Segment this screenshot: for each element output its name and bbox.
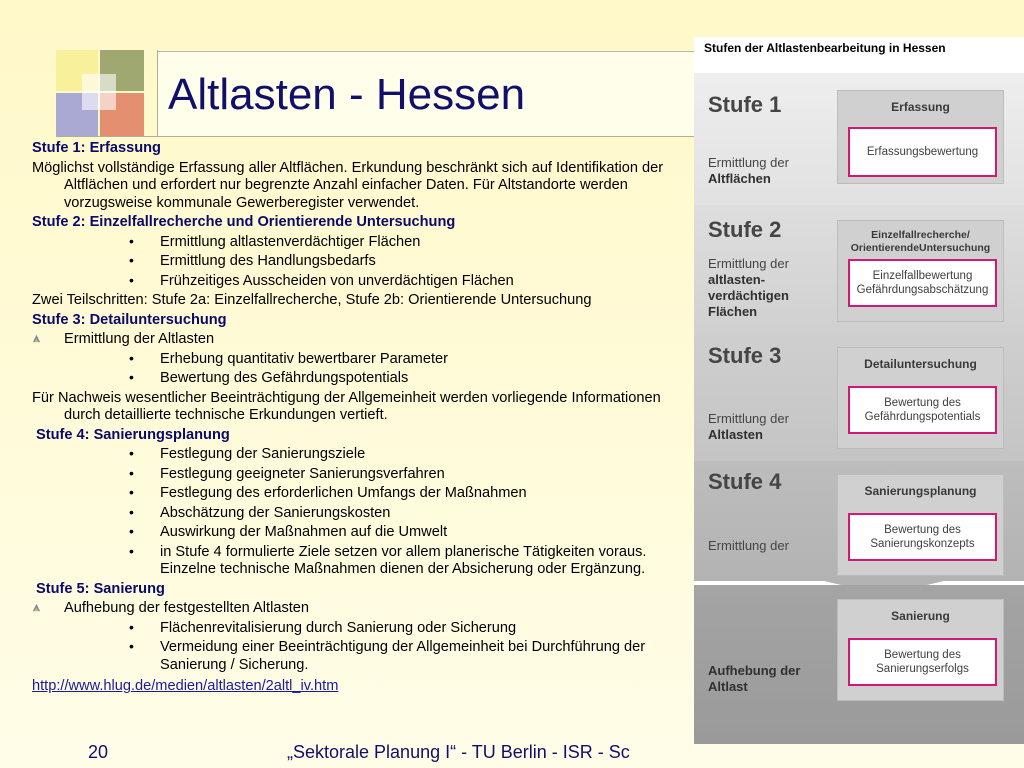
list-item: • Bewertung des Gefährdungspotentials [129, 369, 409, 386]
arrow-bullet-icon [32, 603, 41, 612]
stage-card-title: Sanierung [891, 609, 950, 623]
bullet-icon: • [129, 484, 134, 500]
title-divider-vertical [157, 50, 158, 136]
list-item: Ermittlung der Altlasten [32, 331, 697, 349]
stage-card [837, 90, 1004, 184]
arrow-bullet-icon [32, 334, 41, 343]
slide-body [32, 138, 697, 696]
title-divider-horizontal [56, 136, 696, 137]
bullet-icon: • [129, 523, 134, 539]
list-item: • Vermeidung einer Beeinträchtigung der Allgemeinheit bei Durchführung der Sanierung / Sicherung. [129, 638, 646, 673]
source-link[interactable]: http://www.hlug.de/medien/altlasten/2altl_iv.htm [32, 678, 339, 694]
bullet-icon: • [129, 232, 134, 249]
list-item: • Flächenrevitalisierung durch Sanierung oder Sicherung [129, 618, 517, 636]
list-item: • Festlegung des erforderlichen Umfangs der Maßnahmen [129, 484, 527, 501]
slide-footer: „Sektorale Planung I“ - TU Berlin - ISR - Sc [287, 742, 630, 762]
list-item: • Abschätzung der Sanierungskosten [129, 503, 391, 521]
list-item: • in Stufe 4 formulierte Ziele setzen vor allem planerische Tätigkeiten voraus. Einzelne technische Maßnahmen dienen der Absicherung oder Ergänzung. [129, 542, 647, 577]
slide-number: 20 [88, 742, 109, 762]
list-item: • Festlegung der Sanierungsziele [129, 445, 366, 462]
list-item: • Frühzeitiges Ausscheiden von unverdächtigen Flächen [129, 271, 514, 289]
bullet-icon: • [129, 638, 134, 654]
stufe3-text: Für Nachweis wesentlicher Beeinträchtigung der Allgemeinheit werden vorliegende Informationen durch detaillierte technische Erkundungen vertieft. [32, 389, 661, 423]
stufe5-heading: Stufe 5: Sanierung [36, 580, 165, 597]
stufe2-text: Zwei Teilschritten: Stufe 2a: Einzelfallrecherche, Stufe 2b: Orientierende Untersuchung [32, 292, 592, 308]
bullet-icon: • [129, 503, 134, 520]
stages-diagram [694, 37, 1024, 744]
bullet-icon: • [129, 369, 134, 385]
stage-description: Aufhebung der Altlast [708, 663, 801, 694]
stage-card [837, 347, 1004, 449]
list-item: • Auswirkung der Maßnahmen auf die Umwelt [129, 523, 448, 540]
list-item: • Erhebung quantitativ bewertbarer Parameter [129, 349, 448, 367]
stage-label: Stufe 1 [708, 92, 782, 117]
bullet-icon: • [129, 618, 134, 635]
stage-label: Stufe 3 [708, 343, 782, 368]
list-item: • Festlegung geeigneter Sanierungsverfahren [129, 464, 445, 482]
bullet-icon: • [129, 349, 134, 366]
stage-card-title: Einzelfallrecherche/ OrientierendeUntersuchung [850, 229, 991, 254]
bullet-icon: • [129, 271, 134, 288]
stufe2-heading: Stufe 2: Einzelfallrecherche und Orientierende Untersuchung [32, 214, 456, 230]
stage-description: Ermittlung der [708, 538, 789, 553]
stage-card-box: Einzelfallbewertung Gefährdungsabschätzung [848, 259, 997, 307]
stage-card-title: Detailuntersuchung [864, 357, 977, 371]
stage-label: Stufe 4 [708, 469, 782, 494]
stage-card-title: Erfassung [891, 100, 950, 114]
bullet-icon: • [129, 464, 134, 481]
slide-logo-squares [56, 50, 144, 136]
stage-card-box: Erfassungsbewertung [848, 127, 997, 177]
page-title: Altlasten - Hessen [168, 70, 526, 119]
bullet-icon: • [129, 445, 134, 461]
list-item: • Ermittlung des Handlungsbedarfs [129, 252, 376, 269]
stage-card [837, 220, 1004, 322]
stufe1-text: Möglichst vollständige Erfassung aller Altflächen. Erkundung beschränkt sich auf Identifikation der Altflächen und erfordert nur begrenzte Anzahl einfacher Daten. Für Altstandorte werden vorzugsweise kommunale Gewerberegister verwendet. [32, 159, 664, 211]
stage-card-box: Bewertung des Gefährdungspotentials [848, 386, 997, 434]
stage-card-box: Bewertung des Sanierungskonzepts [848, 513, 997, 561]
list-item: Aufhebung der festgestellten Altlasten [32, 600, 697, 618]
stage-card-title: Sanierungsplanung [864, 484, 977, 498]
stufe4-heading: Stufe 4: Sanierungsplanung [36, 426, 230, 443]
stage-description: Ermittlung der Altlasten [708, 411, 789, 442]
stufe3-heading: Stufe 3: Detailuntersuchung [32, 311, 227, 328]
diagram-heading: Stufen der Altlastenbearbeitung in Hessen [704, 41, 946, 55]
stage-card [837, 474, 1004, 576]
stage-description: Ermittlung der Altflächen [708, 155, 789, 186]
bullet-icon: • [129, 542, 134, 559]
bullet-icon: • [129, 252, 134, 268]
stage-description: Ermittlung der altlasten- verdächtigen Flächen [708, 256, 789, 319]
list-item: • Ermittlung altlastenverdächtiger Flächen [129, 232, 421, 250]
stage-card [837, 599, 1004, 701]
stage-card-box: Bewertung des Sanierungserfolgs [848, 638, 997, 686]
stage-label: Stufe 2 [708, 217, 782, 242]
stufe1-heading: Stufe 1: Erfassung [32, 140, 161, 156]
